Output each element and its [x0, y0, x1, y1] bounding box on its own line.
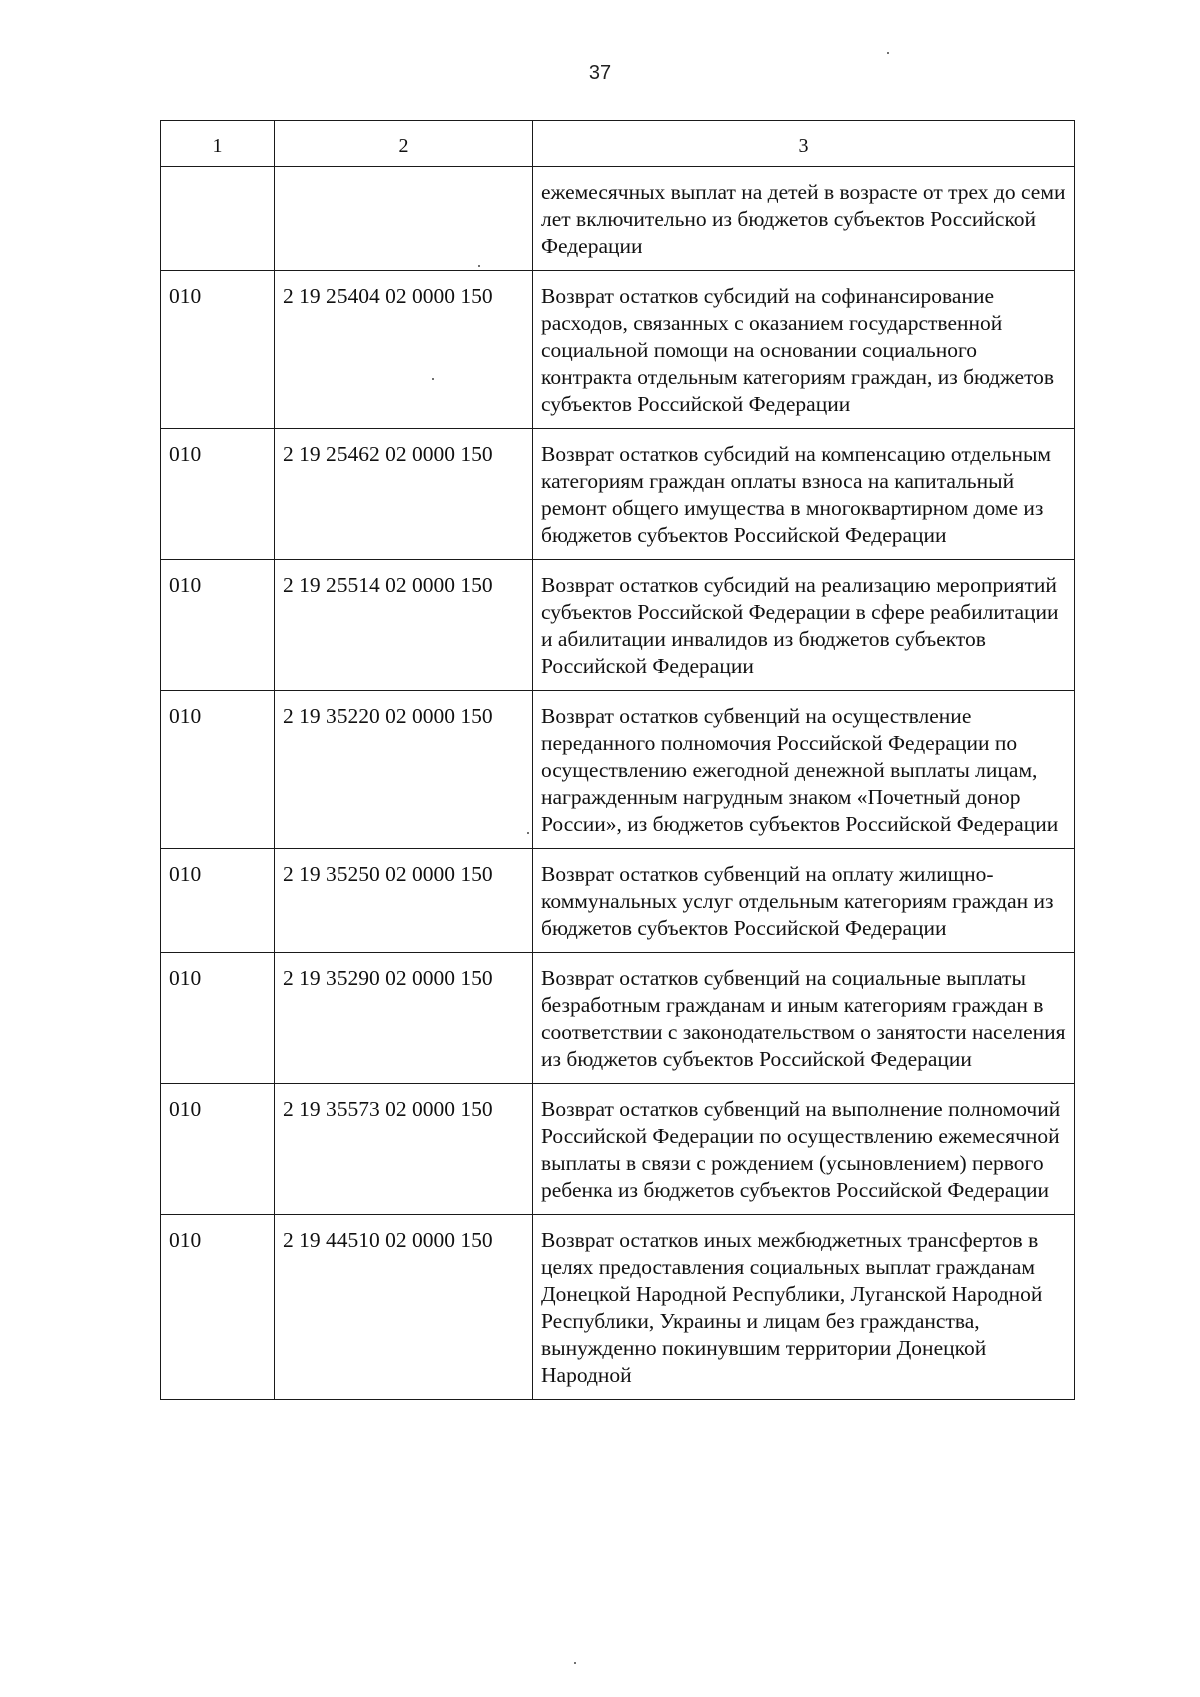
scan-speck	[478, 265, 480, 267]
admin-code-cell	[161, 167, 275, 271]
budget-code-cell	[275, 167, 533, 271]
table-row	[161, 1215, 1075, 1400]
budget-code-cell: 2 19 35250 02 0000 150	[275, 849, 533, 953]
admin-code-cell: 010	[161, 560, 275, 691]
description-cell: Возврат остатков субсидий на софинансирование расходов, связанных с оказанием государственной социальной помощи на основании социального контракта отдельным категориям граждан, из бюджетов субъектов Российской Федерации	[533, 271, 1075, 429]
admin-code-cell: 010	[161, 1084, 275, 1215]
budget-code-cell: 2 19 25404 02 0000 150	[275, 271, 533, 429]
table-row	[161, 167, 1075, 271]
table-row	[161, 1084, 1075, 1215]
column-header-2: 2	[275, 121, 533, 167]
budget-code-cell: 2 19 25462 02 0000 150	[275, 429, 533, 560]
table-row	[161, 271, 1075, 429]
description-cell: Возврат остатков субвенций на оплату жилищно-коммунальных услуг отдельным категориям граждан из бюджетов субъектов Российской Федерации	[533, 849, 1075, 953]
admin-code-cell: 010	[161, 271, 275, 429]
scan-speck	[432, 378, 434, 380]
scan-speck	[574, 1662, 576, 1664]
scan-speck	[887, 52, 889, 54]
description-cell: Возврат остатков субвенций на социальные выплаты безработным гражданам и иным категориям граждан в соответствии с законодательством о занятости населения из бюджетов субъектов Российской Федерации	[533, 953, 1075, 1084]
budget-code-cell: 2 19 35290 02 0000 150	[275, 953, 533, 1084]
budget-code-cell: 2 19 25514 02 0000 150	[275, 560, 533, 691]
admin-code-cell: 010	[161, 1215, 275, 1400]
column-header-1: 1	[161, 121, 275, 167]
description-cell: Возврат остатков субсидий на реализацию мероприятий субъектов Российской Федерации в сфере реабилитации и абилитации инвалидов из бюджетов субъектов Российской Федерации	[533, 560, 1075, 691]
admin-code-cell: 010	[161, 849, 275, 953]
scan-speck	[527, 832, 529, 834]
table-row	[161, 953, 1075, 1084]
description-cell: Возврат остатков субвенций на осуществление переданного полномочия Российской Федерации по осуществлению ежегодной денежной выплаты лицам, награжденным нагрудным знаком «Почетный донор России», из бюджетов субъектов Российской Федерации	[533, 691, 1075, 849]
budget-code-cell: 2 19 44510 02 0000 150	[275, 1215, 533, 1400]
table-header-row	[161, 121, 1075, 167]
description-cell: Возврат остатков субсидий на компенсацию отдельным категориям граждан оплаты взноса на капитальный ремонт общего имущества в многоквартирном доме из бюджетов субъектов Российской Федерации	[533, 429, 1075, 560]
budget-code-cell: 2 19 35573 02 0000 150	[275, 1084, 533, 1215]
table-row	[161, 691, 1075, 849]
description-cell: Возврат остатков иных межбюджетных трансфертов в целях предоставления социальных выплат гражданам Донецкой Народной Республики, Луганской Народной Республики, Украины и лицам без гражданства, вынужденно покинувшим территории Донецкой Народной	[533, 1215, 1075, 1400]
table-row	[161, 849, 1075, 953]
description-cell: Возврат остатков субвенций на выполнение полномочий Российской Федерации по осуществлению ежемесячной выплаты в связи с рождением (усыновлением) первого ребенка из бюджетов субъектов Российской Федерации	[533, 1084, 1075, 1215]
table-row	[161, 560, 1075, 691]
column-header-3: 3	[533, 121, 1075, 167]
revenue-codes-table	[160, 120, 1075, 1400]
budget-code-cell: 2 19 35220 02 0000 150	[275, 691, 533, 849]
admin-code-cell: 010	[161, 953, 275, 1084]
admin-code-cell: 010	[161, 691, 275, 849]
table-row	[161, 429, 1075, 560]
admin-code-cell: 010	[161, 429, 275, 560]
page-number: 37	[588, 62, 612, 84]
description-cell: ежемесячных выплат на детей в возрасте от трех до семи лет включительно из бюджетов субъектов Российской Федерации	[533, 167, 1075, 271]
